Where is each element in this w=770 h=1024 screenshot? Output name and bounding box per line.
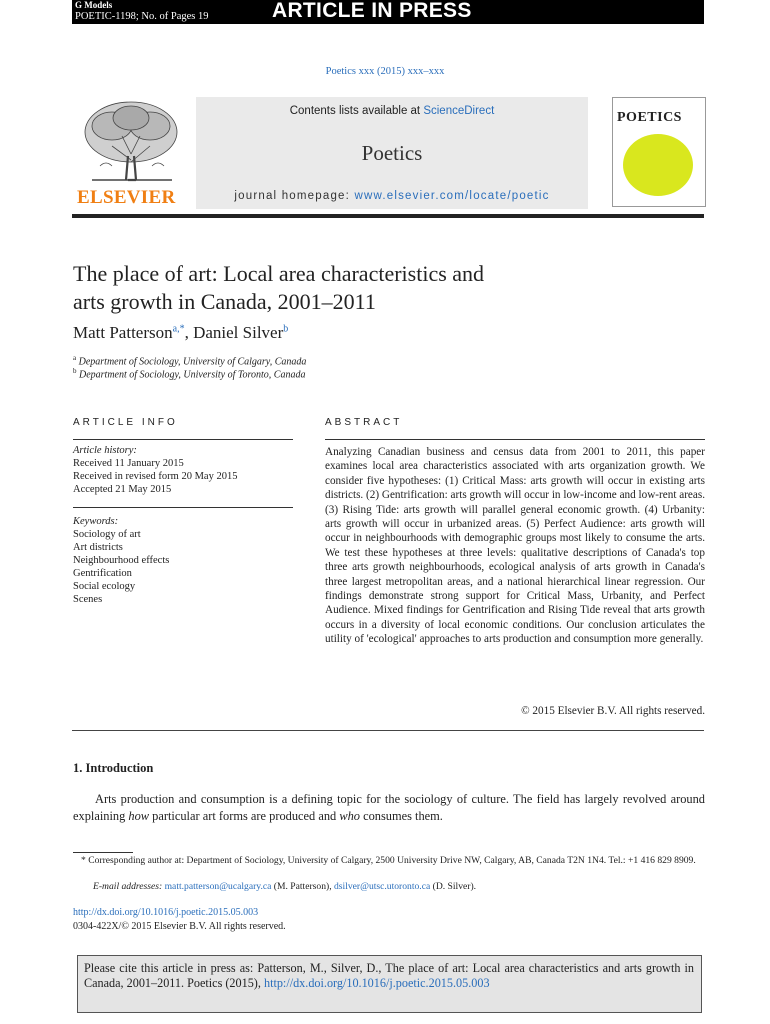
journal-homepage-line	[196, 190, 588, 202]
email-addresses-note	[73, 881, 725, 894]
journal-reference-link[interactable]: Poetics xxx (2015) xxx–xxx	[325, 66, 445, 77]
intro-emphasis-who: who	[339, 809, 360, 823]
keyword-item: Neighbourhood effects	[73, 555, 170, 566]
article-info-heading: ARTICLE INFO	[73, 417, 178, 428]
keyword-item: Sociology of art	[73, 529, 141, 540]
author-1: Matt Patterson	[73, 323, 173, 342]
citation-text	[84, 961, 694, 991]
author-1-affiliation-mark[interactable]: a,*	[172, 323, 185, 335]
corresponding-author-note	[73, 855, 705, 868]
author-separator: ,	[184, 323, 194, 342]
header-rule	[72, 214, 704, 218]
affiliation-a-text: Department of Sociology, University of Calgary, Canada	[78, 356, 307, 368]
affiliation-a	[73, 354, 306, 367]
keywords-rule	[73, 507, 293, 508]
journal-name: Poetics	[361, 141, 423, 165]
citation-doi-link[interactable]: http://dx.doi.org/10.1016/j.poetic.2015.05.003	[263, 976, 490, 990]
email-note-patterson: (M. Patterson),	[271, 881, 334, 892]
abstract-copyright: © 2015 Elsevier B.V. All rights reserved.	[521, 705, 705, 717]
cover-circle-graphic	[623, 134, 693, 196]
keyword-item: Gentrification	[73, 568, 132, 579]
contents-prefix: Contents lists available at	[289, 105, 424, 117]
footnote-rule	[73, 852, 133, 853]
email-link-patterson[interactable]: matt.patterson@ucalgary.ca	[164, 881, 272, 892]
affiliation-b-text: Department of Sociology, University of Toronto, Canada	[79, 369, 306, 381]
email-note-silver: (D. Silver).	[430, 881, 477, 892]
author-list	[73, 323, 288, 343]
affiliation-b-mark: b	[73, 367, 77, 375]
article-id-pages: POETIC-1198; No. of Pages 19	[75, 11, 209, 22]
email-label: E-mail addresses:	[93, 881, 165, 892]
homepage-prefix: journal homepage:	[234, 190, 355, 202]
cover-title: POETICS	[617, 110, 682, 125]
homepage-link[interactable]: www.elsevier.com/locate/poetic	[354, 190, 550, 202]
citation-prefix: Please cite this article in press as: Patterson, M., Silver, D., The place of art: Local area characteristics and arts growth in Canada, 2001–2011. Poetics (2015),	[84, 961, 694, 990]
accepted-date: Accepted 21 May 2015	[73, 484, 172, 495]
article-info-rule	[73, 439, 293, 440]
intro-text-a: Arts production and consumption is a defining topic for the sociology of culture. The field has largely revolved around explaining	[73, 792, 705, 823]
article-in-press-label: ARTICLE IN PRESS	[272, 0, 472, 22]
title-line-2: arts growth in Canada, 2001–2011	[73, 289, 376, 314]
keywords-label: Keywords:	[73, 516, 119, 527]
paper-title	[73, 260, 633, 316]
affiliation-a-mark: a	[73, 354, 77, 362]
corresponding-author-text: Corresponding author at: Department of Sociology, University of Calgary, 2500 University Drive NW, Calgary, AB, Canada T2N 1N4. Tel.: +1 416 829 8909.	[85, 855, 696, 866]
model-label: G Models	[75, 0, 113, 10]
introduction-heading: 1. Introduction	[73, 761, 154, 775]
affiliation-b	[73, 367, 305, 380]
intro-emphasis-how: how	[128, 809, 150, 823]
sciencedirect-link[interactable]: ScienceDirect	[423, 105, 495, 117]
abstract-heading: ABSTRACT	[325, 417, 403, 428]
footnote-star: *	[81, 855, 86, 866]
abstract-text: Analyzing Canadian business and census data from 2001 to 2011, this paper examines local area characteristics associated with arts organization growth. We consider five hypotheses: (1) Critical Mass: arts growth will occur in existing arts districts. (2) Gentrification: arts growth will occur in low-income and low-rent areas. (3) Rising Tide: arts growth will parallel general economic growth. (4) Urbanity: arts growth will occur in urbanized areas. (5) Perfect Audience: arts growth will occur in neighbourhoods with demographic groups most likely to consume the arts. We test these hypotheses at three levels: qualitative descriptions of Canada's top three arts growth neighbourhoods, ecological analysis of arts growth in Canada's three largest metropolitan areas, and a national hierarchical linear regression. Our findings demonstrate strong support for Critical Mass, Urbanity, and Perfect Audience. Mixed findings for Gentrification and Rising Tide reveal that arts growth occurs in a diversity of local economic conditions. Our conclusion articulates the utility of 'ecological' approaches to arts production and consumption more generally.	[325, 446, 705, 646]
abstract-rule	[325, 439, 705, 440]
author-2-affiliation-mark[interactable]: b	[283, 323, 289, 335]
contents-available-line	[196, 105, 588, 117]
intro-text-c: consumes them.	[359, 809, 443, 823]
email-link-silver[interactable]: dsilver@utsc.utoronto.ca	[334, 881, 431, 892]
keyword-item: Scenes	[73, 594, 103, 605]
revised-date: Received in revised form 20 May 2015	[73, 471, 238, 482]
keyword-item: Social ecology	[73, 581, 136, 592]
title-line-1: The place of art: Local area characteristics and	[73, 261, 485, 286]
received-date: Received 11 January 2015	[73, 458, 184, 469]
author-2: Daniel Silver	[193, 323, 284, 342]
doi-link[interactable]: http://dx.doi.org/10.1016/j.poetic.2015.05.003	[73, 907, 259, 918]
keyword-item: Art districts	[73, 542, 123, 553]
abstract-bottom-rule	[72, 730, 704, 731]
intro-text-b: particular art forms are produced and	[149, 809, 340, 823]
introduction-paragraph	[73, 791, 705, 825]
history-label: Article history:	[73, 445, 137, 456]
issn-line: 0304-422X/© 2015 Elsevier B.V. All rights reserved.	[73, 921, 286, 932]
elsevier-wordmark: ELSEVIER	[77, 187, 176, 208]
journal-cover-image	[612, 97, 706, 207]
